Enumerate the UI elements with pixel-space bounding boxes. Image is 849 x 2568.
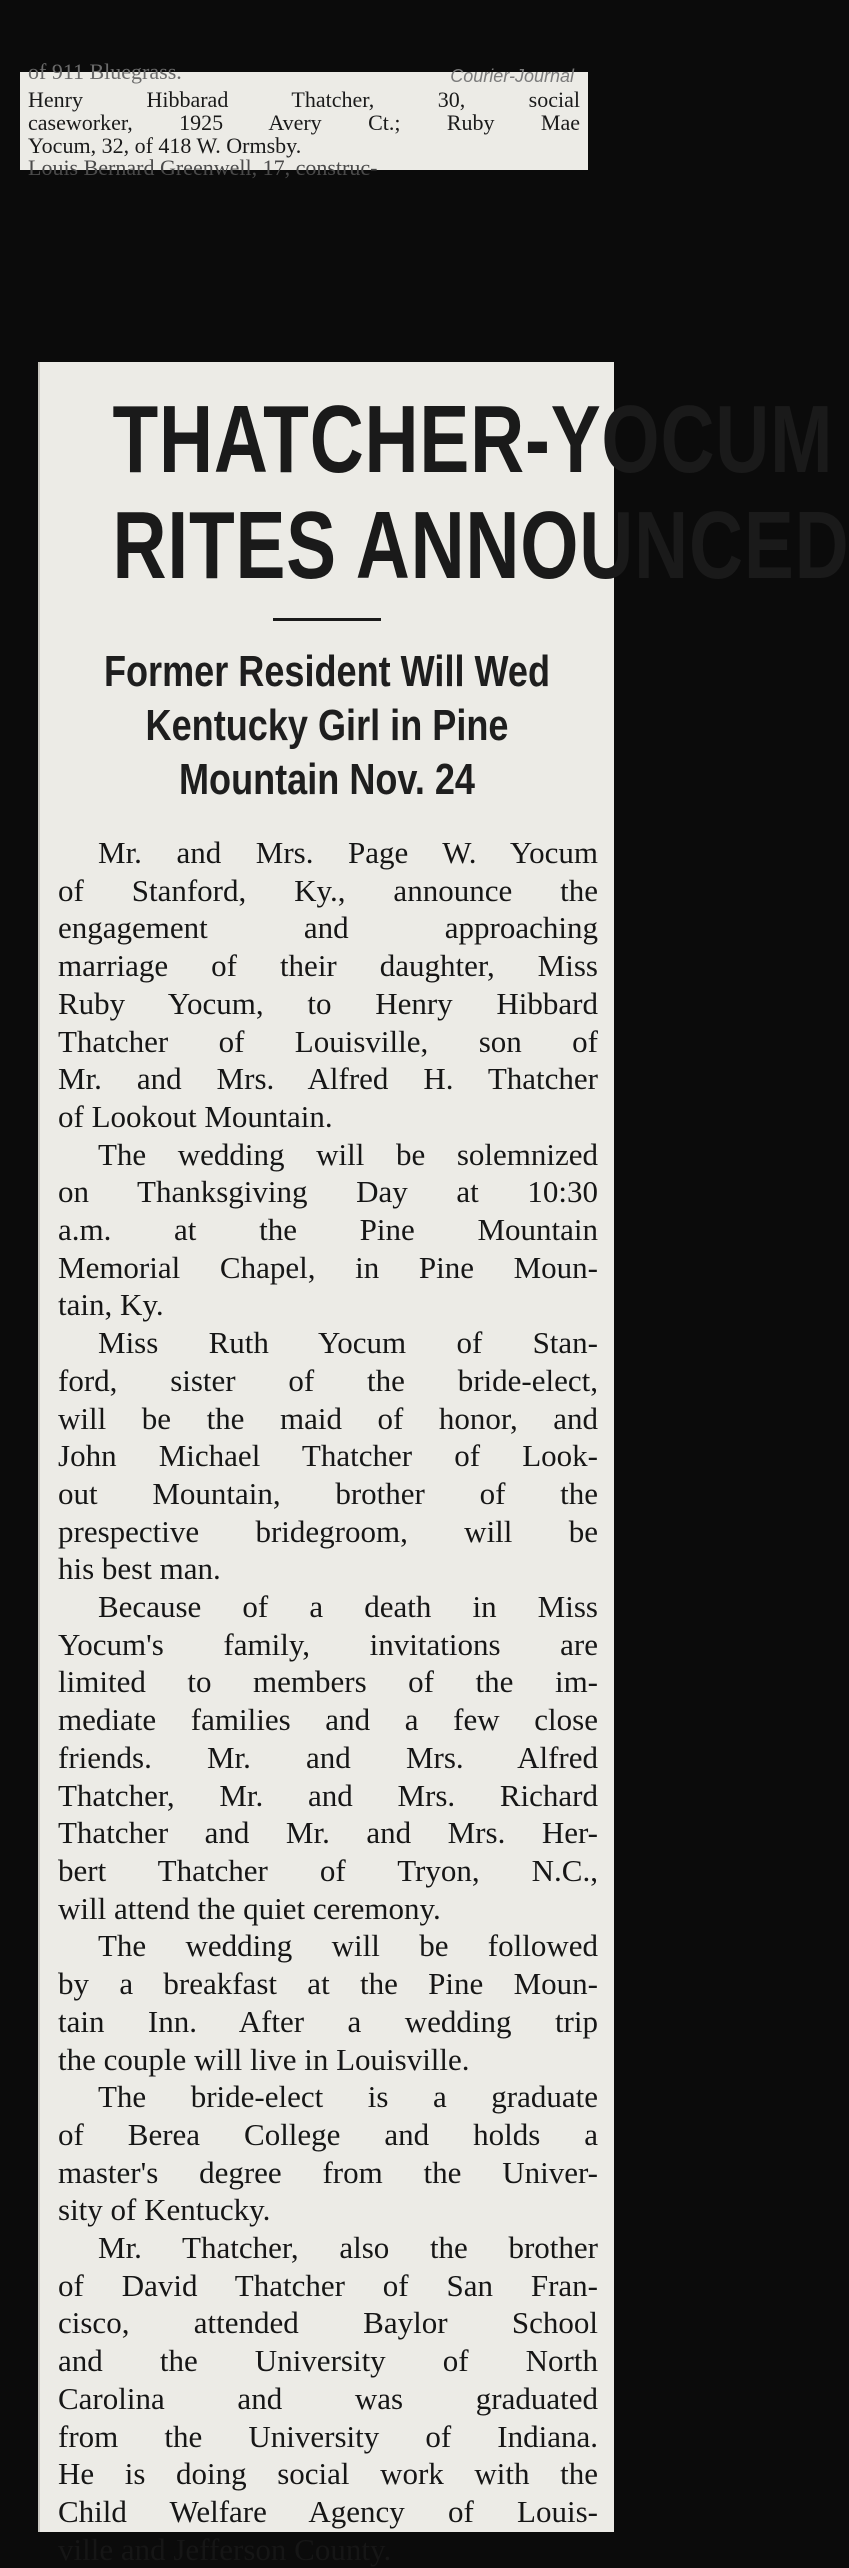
article-line: Because of a death in Miss <box>98 1589 598 1625</box>
article-line: He is doing social work with the <box>58 2456 598 2492</box>
license-entry <box>28 88 580 157</box>
article-line: ville and Jefferson County. <box>58 2531 392 2567</box>
article-line: Miss Ruth Yocum of Stan- <box>98 1325 598 1361</box>
article-paragraph <box>58 1588 598 1927</box>
article-paragraph <box>58 1927 598 2078</box>
article-line: tain, Ky. <box>58 1287 164 1323</box>
article-line: Mr. Thatcher, also the brother <box>98 2230 598 2266</box>
subheadline-line: Former Resident Will Wed <box>103 647 551 696</box>
article-paragraph <box>58 2229 598 2568</box>
subheadline <box>92 645 563 807</box>
article-line: the couple will live in Louisville. <box>58 2041 470 2077</box>
article-line: engagement and approaching <box>58 910 598 946</box>
article-line: ford, sister of the bride-elect, <box>58 1362 598 1398</box>
article-line: will attend the quiet ceremony. <box>58 1890 441 1926</box>
article-line: sity of Kentucky. <box>58 2192 271 2228</box>
marriage-license-clipping <box>20 59 588 180</box>
article-line: on Thanksgiving Day at 10:30 <box>58 1174 598 1210</box>
license-entry-line: Henry Hibbarad Thatcher, 30, social <box>28 87 580 112</box>
article-line: The wedding will be solemnized <box>98 1136 598 1172</box>
article-paragraph <box>58 1324 598 1588</box>
article-line: The bride-elect is a graduate <box>98 2079 598 2115</box>
article-line: of Berea College and holds a <box>58 2116 598 2152</box>
article-clipping <box>38 362 849 2567</box>
headline <box>103 386 849 599</box>
article-line: cisco, attended Baylor School <box>58 2305 598 2341</box>
clipping-fragment-above: of 911 Bluegrass. <box>28 59 182 84</box>
article-line: from the University of Indiana. <box>58 2418 598 2454</box>
article-line: John Michael Thatcher of Look- <box>58 1438 598 1474</box>
article-line: friends. Mr. and Mrs. Alfred <box>58 1739 598 1775</box>
article-line: of Lookout Mountain. <box>58 1098 333 1134</box>
subheadline-line: Mountain Nov. 24 <box>178 755 475 804</box>
article-line: Mr. and Mrs. Page W. Yocum <box>98 835 598 870</box>
headline-line: RITES ANNOUNCED <box>112 492 849 599</box>
divider-rule <box>273 618 381 621</box>
article-line: The wedding will be followed <box>98 1928 598 1964</box>
article-line: of Stanford, Ky., announce the <box>58 872 598 908</box>
license-entry-line: Yocum, 32, of 418 W. Ormsby. <box>28 133 302 158</box>
article-body <box>58 834 598 2568</box>
article-paragraph <box>58 1136 598 1325</box>
license-entry-line: caseworker, 1925 Avery Ct.; Ruby Mae <box>28 110 580 135</box>
article-line: Carolina and was graduated <box>58 2380 598 2416</box>
article-line: marriage of their daughter, Miss <box>58 948 598 984</box>
article-line: Memorial Chapel, in Pine Moun- <box>58 1249 598 1285</box>
article-line: Thatcher and Mr. and Mrs. Her- <box>58 1815 598 1851</box>
article-line: a.m. at the Pine Mountain <box>58 1212 598 1248</box>
article-paragraph <box>58 834 598 1136</box>
clipping-fragment-below: Louis Bernard Greenwell, 17, construc- <box>28 155 378 180</box>
article-line: Thatcher, Mr. and Mrs. Richard <box>58 1777 598 1813</box>
article-line: Yocum's family, invitations are <box>58 1626 598 1662</box>
article-line: his best man. <box>58 1551 221 1587</box>
article-line: will be the maid of honor, and <box>58 1400 598 1436</box>
article-line: Mr. and Mrs. Alfred H. Thatcher <box>58 1061 598 1097</box>
subheadline-line: Kentucky Girl in Pine <box>145 701 509 750</box>
article-line: tain Inn. After a wedding trip <box>58 2003 598 2039</box>
article-line: by a breakfast at the Pine Moun- <box>58 1966 598 2002</box>
article-line: out Mountain, brother of the <box>58 1475 598 1511</box>
article-line: Ruby Yocum, to Henry Hibbard <box>58 985 598 1021</box>
article-paragraph <box>58 2078 598 2229</box>
headline-line: THATCHER-YOCUM <box>112 386 834 493</box>
article-line: limited to members of the im- <box>58 1664 598 1700</box>
article-line: and the University of North <box>58 2343 598 2379</box>
article-line: Child Welfare Agency of Louis- <box>58 2493 598 2529</box>
newspaper-stamp: Courier-Journal <box>450 66 574 86</box>
article-line: prespective bridegroom, will be <box>58 1513 598 1549</box>
article-line: master's degree from the Univer- <box>58 2154 598 2190</box>
article-line: bert Thatcher of Tryon, N.C., <box>58 1852 598 1888</box>
article-line: mediate families and a few close <box>58 1702 598 1738</box>
article-line: of David Thatcher of San Fran- <box>58 2267 598 2303</box>
article-line: Thatcher of Louisville, son of <box>58 1023 598 1059</box>
